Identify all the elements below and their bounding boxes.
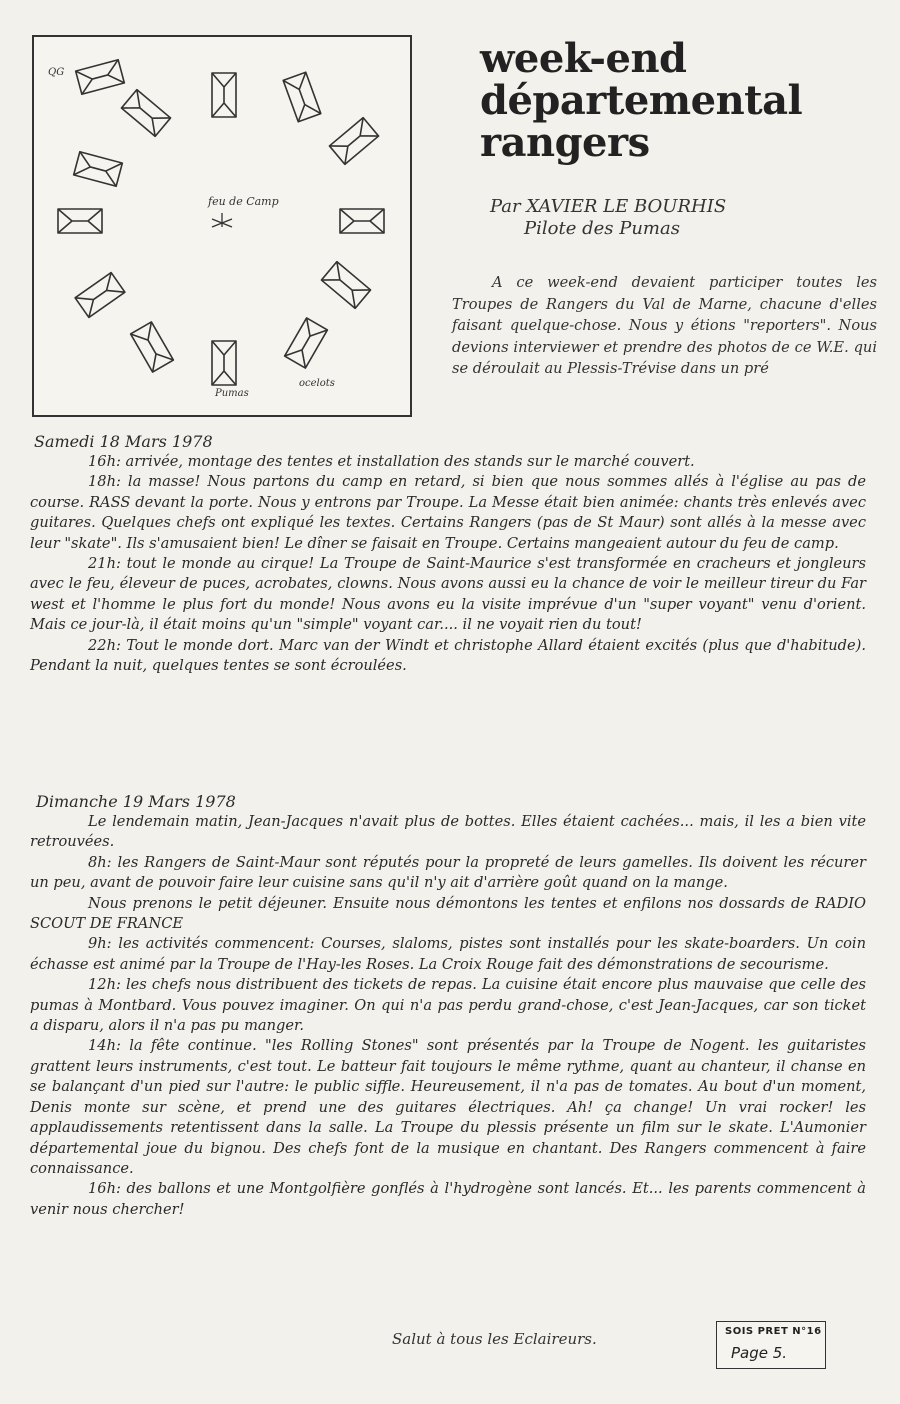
paragraph: 18h: la masse! Nous partons du camp en retard, si bien que nous sommes allés à l'église au pas de course. RASS devant la porte. Nous y entrons par Troupe. La Messe était bien animée: chants très enlevés avec guitares. Quelques chefs ont expliqué les textes. Certains Rangers (pas de St Maur) sont allés à la messe avec leur "skate". Ils s'amusaient bien! Le dîner se faisait en Troupe. Certains mangeaient autour du feu de camp. [30,473,866,552]
sunday-date: Dimanche 19 Mars 1978 [36,792,236,811]
title-line: week-end [480,35,687,82]
tent-11 [131,322,174,372]
tent-9 [75,273,125,318]
author-role: Pilote des Pumas [524,218,680,239]
tent-ocelots [285,318,328,368]
campfire-mark [212,213,232,227]
magazine-issue: SOIS PRET N°16 [725,1326,822,1337]
camp-map-drawing [32,35,412,417]
tent-4 [283,72,321,122]
tent-8 [340,209,384,233]
sunday-body [30,812,866,1220]
saturday-date: Samedi 18 Mars 1978 [34,432,213,451]
camp-map-tents [34,37,410,415]
signoff: Salut à tous les Eclaireurs. [392,1330,597,1348]
tent-5 [329,118,378,165]
tent-pumas [212,341,236,385]
tent-3 [212,73,236,117]
intro-paragraph: A ce week-end devaient participer toutes les Troupes de Rangers du Val de Marne, chacune d'elles faisant quelque-chose. Nous y étions "reporters". Nous devions interviewer et prendre des photos de ce W.E. qui se déroulait au Plessis-Trévise dans un pré [452,274,877,378]
paragraph: 14h: la fête continue. "les Rolling Stones" sont présentés par la Troupe de Nogent. les guitaristes grattent leurs instruments, c'est tout. Le batteur fait toujours le même rythme, quant au chanteur, il chanse en se balançant d'un pied sur l'autre: le public siffle. Heureusement, il n'a pas de tomates. Au bout d'un moment, Denis monte sur scène, et prend une des guitares électriques. Ah! ça change! Un vrai rocker! les applaudissements retentissent dans la salle. La Troupe du plessis présente un film sur le skate. L'Aumonier départemental joue du bignou. Des chefs font de la musique en chantant. Des Rangers commencent à faire connaissance. [30,1037,866,1177]
paragraph: 16h: arrivée, montage des tentes et installation des stands sur le marché couvert. [88,453,695,470]
title-line: rangers [480,119,650,166]
author: Par XAVIER LE BOURHIS [490,196,727,217]
map-label-qg: QG [48,67,65,78]
page-number: Page 5. [731,1344,788,1362]
saturday-body [30,452,866,676]
paragraph: Le lendemain matin, Jean-Jacques n'avait plus de bottes. Elles étaient cachées... mais, il les a bien vite retrouvées. [30,813,866,851]
paragraph: 8h: les Rangers de Saint-Maur sont réputés pour la propreté de leurs gamelles. Ils doivent les récurer un peu, avant de pouvoir faire leur cuisine sans qu'il n'y ait d'arrière goût quand on la mange. [30,853,866,892]
map-label-campfire: feu de Camp [208,195,279,208]
tent-2 [121,90,170,137]
tent-7 [58,209,102,233]
paragraph: 21h: tout le monde au cirque! La Troupe de Saint-Maurice s'est transformée en cracheurs et jongleurs avec le feu, éleveur de puces, acrobates, clowns. Nous avons aussi eu la chance de voir le meilleur tireur du Far west et l'homme le plus fort du monde! Nous avons eu la visite imprévue d'un "super voyant" venu d'orient. Mais ce jour-là, il était moins qu'un "simple" voyant car.... il ne voyait rien du tout! [30,555,866,634]
paragraph: Nous prenons le petit déjeuner. Ensuite nous démontons les tentes et enfilons nos dossards de RADIO SCOUT DE FRANCE [30,894,866,933]
tent-qg [76,60,125,95]
map-label-pumas: Pumas [215,388,249,399]
article-title [480,35,880,166]
byline [490,196,810,240]
title-line: départemental [480,77,803,124]
map-label-ocelots: ocelots [299,378,335,389]
paragraph: 9h: les activités commencent: Courses, slaloms, pistes sont installés pour les skate-boarders. Un coin échasse est animé par la Troupe de l'Hay-les Roses. La Croix Rouge fait des démonstrations de secourisme. [30,935,866,973]
page-number-box [716,1321,826,1369]
paragraph: 16h: des ballons et une Montgolfière gonflés à l'hydrogène sont lancés. Et... les parents commencent à venir nous chercher! [30,1180,866,1218]
paragraph: 22h: Tout le monde dort. Marc van der Windt et christophe Allard étaient excités (plus que d'habitude). Pendant la nuit, quelques tentes se sont écroulées. [30,636,866,675]
paragraph: 12h: les chefs nous distribuent des tickets de repas. La cuisine était encore plus mauvaise que celle des pumas à Montbard. Vous pouvez imaginer. On qui n'a pas perdu grand-chose, c'est Jean-Jacques, car son ticket a disparu, alors il n'a pas pu manger. [30,976,866,1035]
tent-6 [74,152,123,187]
tent-10 [321,262,370,309]
